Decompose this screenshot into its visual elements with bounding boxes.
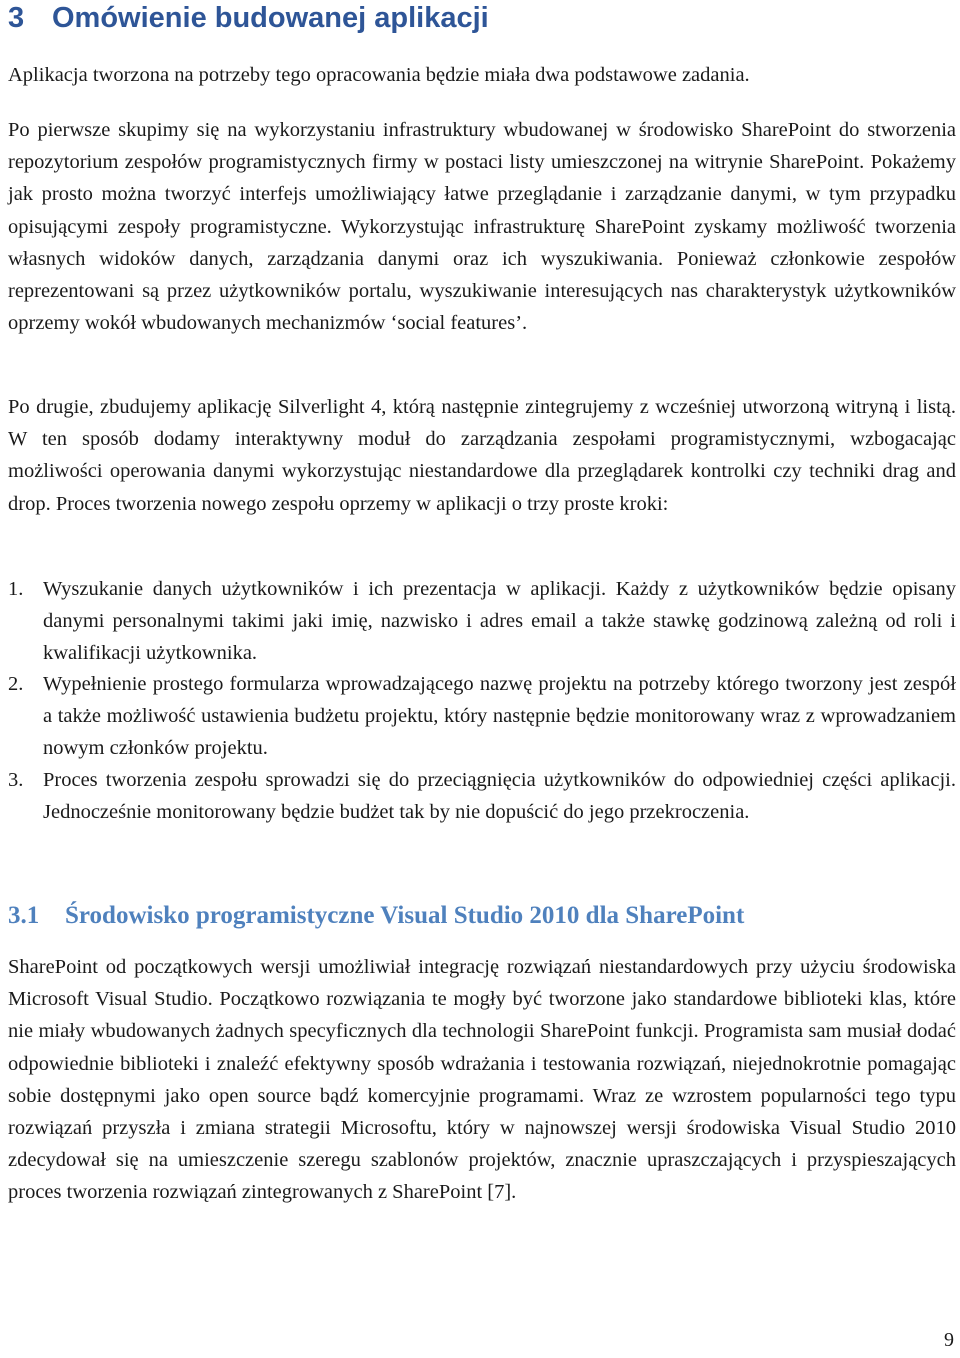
list-item-text: Wyszukanie danych użytkowników i ich prezentacja w aplikacji. Każdy z użytkowników będzie opisany danymi personalnymi takimi jaki imię, nazwisko i adres email a także stawkę godzinową zależną od roli i kwalifikacji użytkownika.: [43, 578, 956, 664]
subsection-number: 3.1: [8, 902, 40, 929]
list-item: [8, 765, 956, 829]
section-number: 3: [8, 2, 25, 34]
section-title: Omówienie budowanej aplikacji: [52, 2, 489, 34]
steps-list: [8, 574, 956, 828]
list-item-number: 2.: [8, 673, 24, 696]
list-item-number: 1.: [8, 578, 24, 600]
list-item: [8, 574, 956, 669]
list-item-text: Wypełnienie prostego formularza wprowadzającego nazwę projektu na potrzeby którego tworzony jest zespół a także możliwość ustawienia budżetu projektu, który następnie będzie monitorowany wraz z wprowadzaniem nowym członków projektu.: [43, 673, 956, 759]
subsection-paragraph: SharePoint od początkowych wersji umożliwiał integrację rozwiązań niestandardowych przy użyciu środowiska Microsoft Visual Studio. Początkowo rozwiązania te mogły być tworzone jako standardowe biblioteki klas, które nie miały wbudowanych żadnych specyficznych dla technologii SharePoint funkcji. Programista sam musiał dodać odpowiednie biblioteki i znaleźć efektywny sposób wdrażania i testowania rozwiązań, niejednokrotnie pomagając sobie dostępnymi jako open source bądź komercyjnie programami. Wraz ze wzrostem popularności tego typu rozwiązań przyszła i zmiana strategii Microsoftu, który w najnowszej wersji środowiska Visual Studio 2010 zdecydował się na umieszczenie szeregu szablonów projektów, znacznie upraszczających i przyspieszających proces tworzenia rozwiązań zintegrowanych z SharePoint [7].: [8, 956, 956, 1204]
page-number: 9: [944, 1329, 954, 1351]
section-heading: [8, 0, 489, 38]
paragraph-second-task: Po drugie, zbudujemy aplikację Silverlight 4, którą następnie zintegrujemy z wcześniej utworzoną witryną i listą. W ten sposób dodamy interaktywny moduł do zarządzania zespołami programistycznymi, wzbogacając możliwości operowania danymi wykorzystując niestandardowe dla przeglądarek kontrolki czy techniki drag and drop. Proces tworzenia nowego zespołu oprzemy w aplikacji o trzy proste kroki:: [8, 396, 956, 515]
subsection-title: Środowisko programistyczne Visual Studio 2010 dla SharePoint: [65, 902, 745, 929]
list-item-number: 3.: [8, 768, 24, 791]
list-item-text: Proces tworzenia zespołu sprowadzi się do przeciągnięcia użytkowników do odpowiedniej części aplikacji. Jednocześnie monitorowany będzie budżet tak by nie dopuścić do jego przekroczenia.: [43, 768, 956, 823]
intro-paragraph: Aplikacja tworzona na potrzeby tego opracowania będzie miała dwa podstawowe zadania.: [8, 64, 750, 86]
subsection-heading: [8, 898, 744, 934]
list-item: [8, 669, 956, 764]
paragraph-first-task: Po pierwsze skupimy się na wykorzystaniu infrastruktury wbudowanej w środowisko SharePoint do stworzenia repozytorium zespołów programistycznych firmy w postaci listy umieszczonej na witrynie SharePoint. Pokażemy jak prosto można tworzyć interfejs umożliwiający łatwe przeglądanie i zarządzanie danymi, w tym przypadku opisującymi zespoły programistyczne. Wykorzystując infrastrukturę SharePoint zyskamy możliwość tworzenia własnych widoków danych, zarządzania danymi oraz ich wyszukiwania. Ponieważ członkowie zespołów reprezentowani są przez użytkowników portalu, wyszukiwanie interesujących nas charakterystyk użytkowników oprzemy wokół wbudowanych mechanizmów ‘social features’.: [8, 119, 956, 335]
